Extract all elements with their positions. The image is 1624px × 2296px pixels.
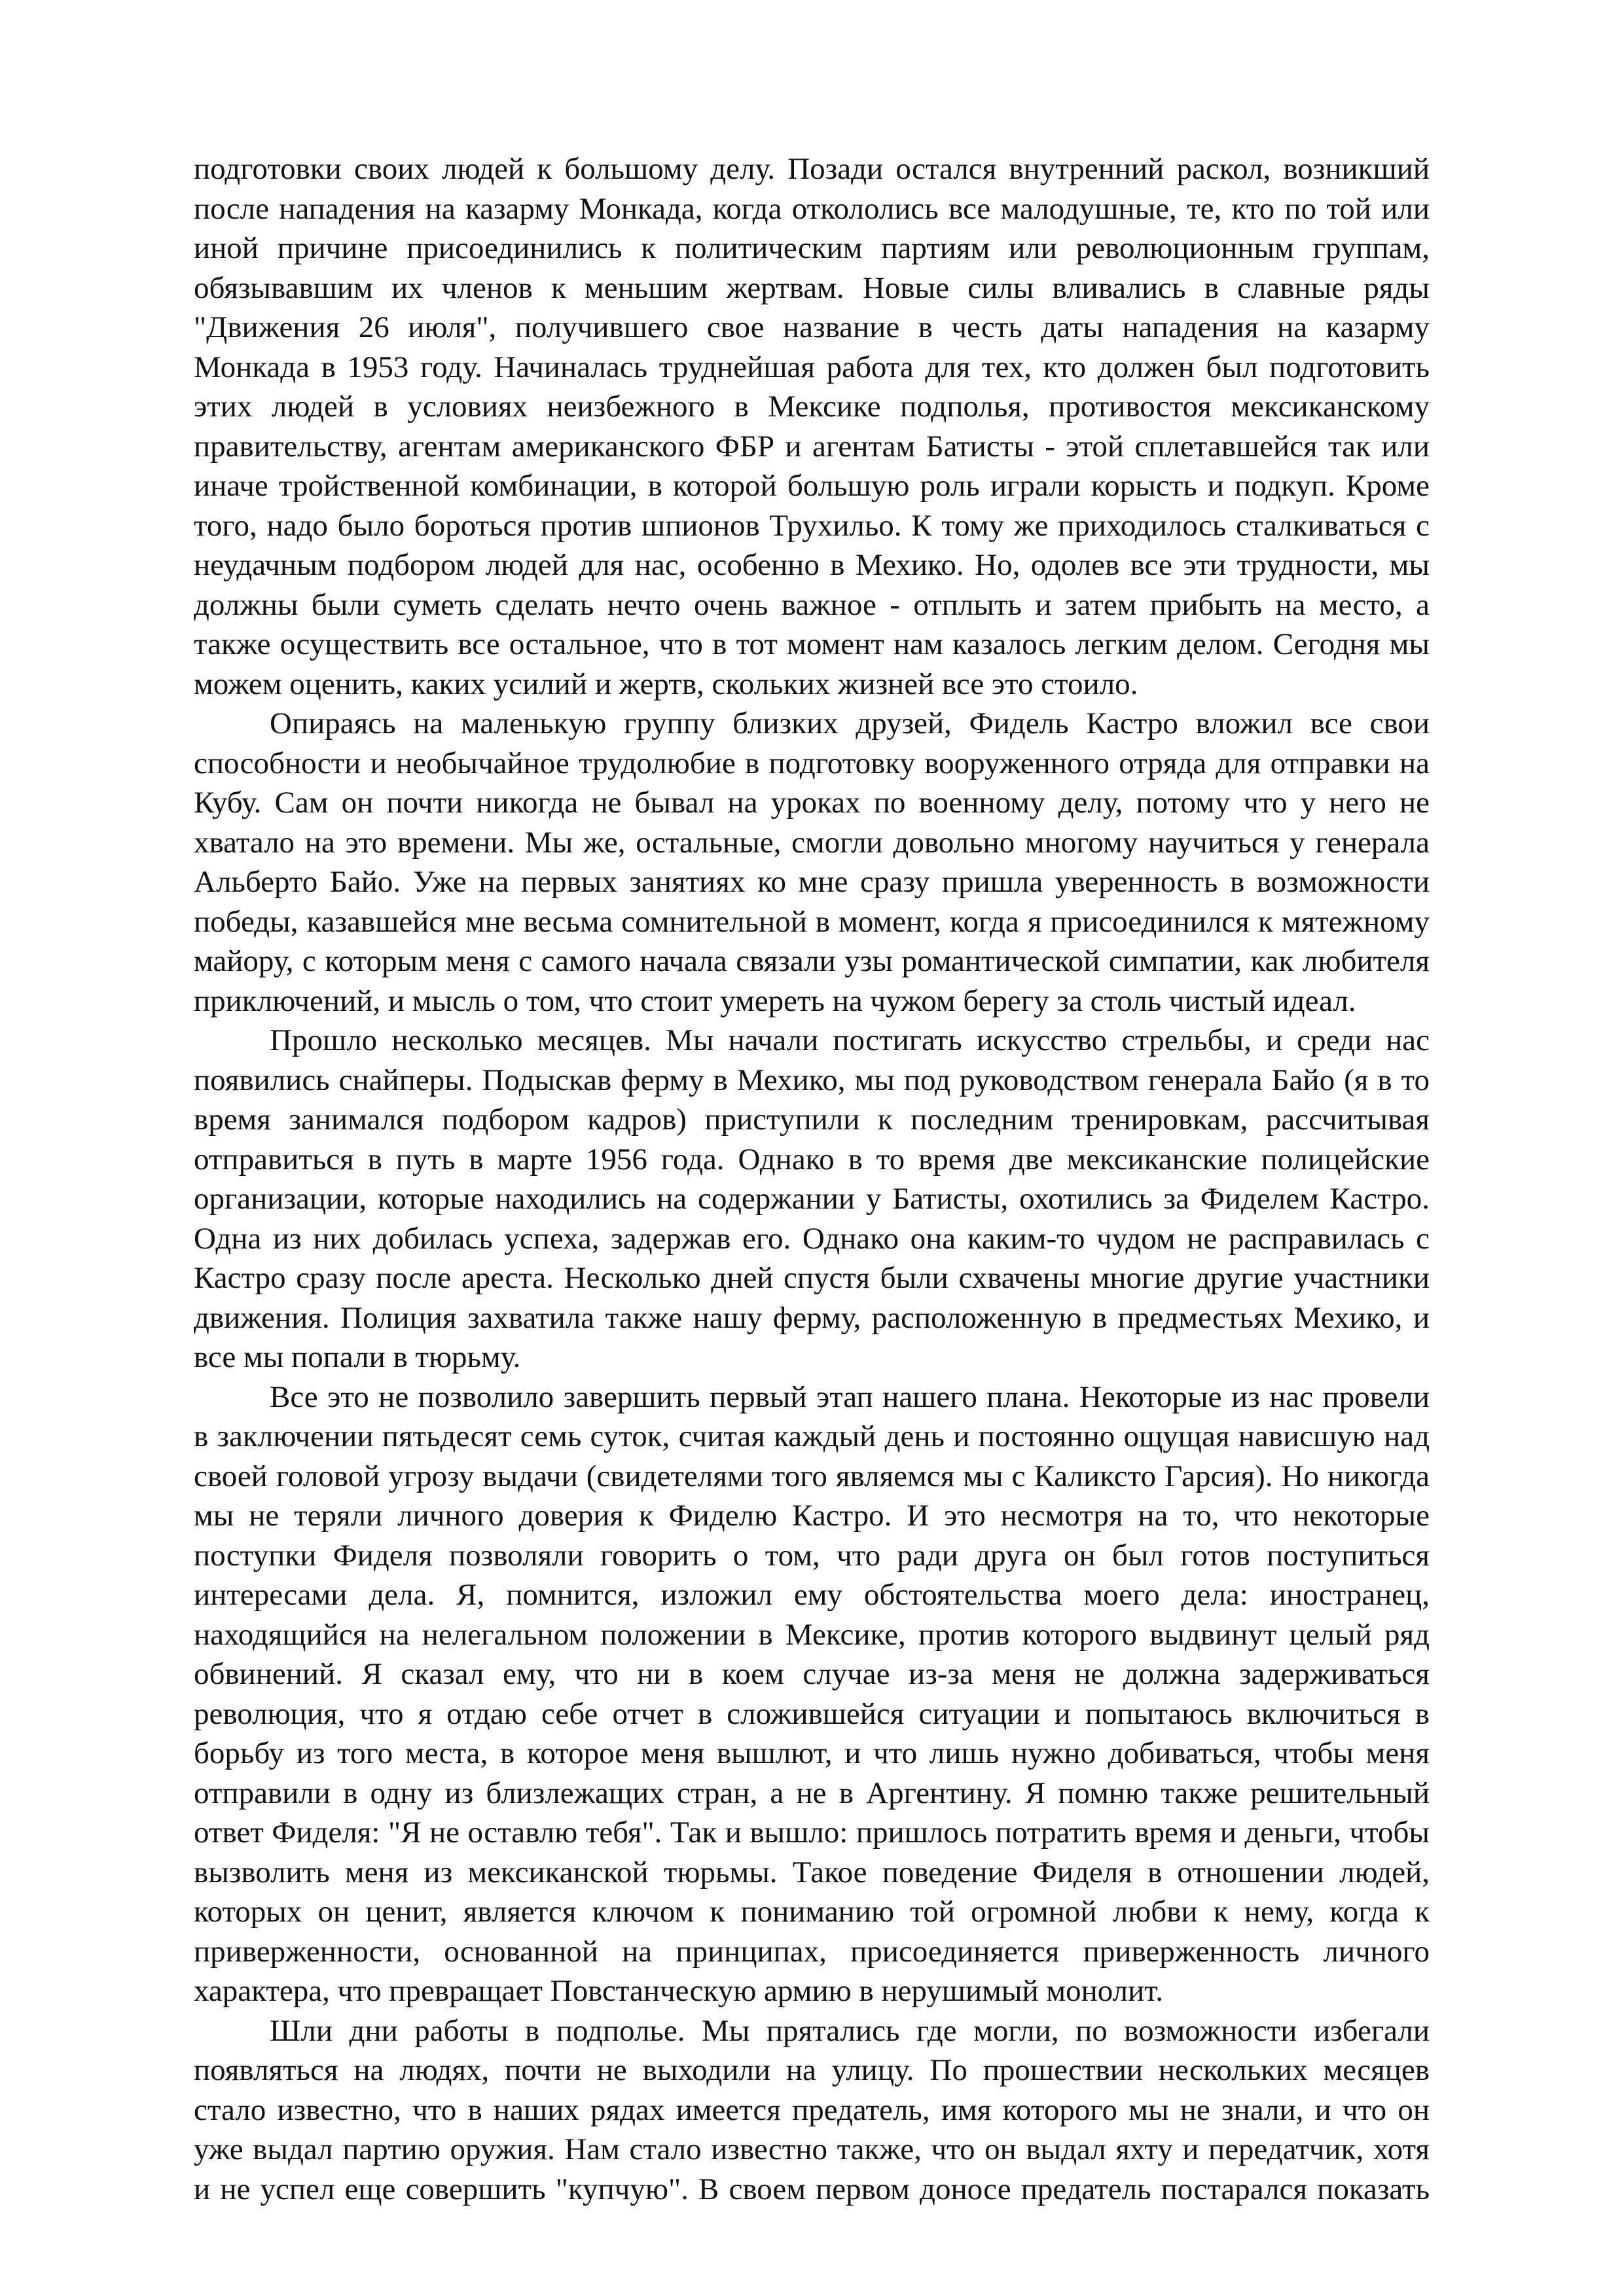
text-line: отправили в одну из близлежащих стран, а не в Аргентину. Я помню также решительный (194, 1776, 1430, 1810)
paragraph (194, 704, 1430, 1021)
text-line: иной причине присоединились к политическим партиям или революционным группам, (194, 231, 1430, 265)
text-line: появляться на людях, почти не выходили на улицу. По прошествии нескольких месяцев (194, 2053, 1430, 2087)
text-line: правительству, агентам американского ФБР и агентам Батисты - этой сплетавшейся так или (194, 429, 1430, 464)
text-line: должны были суметь сделать нечто очень важное - отплыть и затем прибыть на место, а (194, 587, 1430, 622)
text-line: Одна из них добилась успеха, задержав его. Однако она каким-то чудом не расправилась с (194, 1221, 1430, 1256)
text-line: организации, которые находились на содержании у Батисты, охотились за Фиделем Кастро. (194, 1182, 1430, 1216)
paragraph (194, 1021, 1430, 1377)
text-line: отправиться в путь в марте 1956 года. Однако в то время две мексиканские полицейские (194, 1142, 1430, 1176)
text-line: которых он ценит, является ключом к пониманию той огромной любви к нему, когда к (194, 1895, 1430, 1929)
text-line: того, надо было бороться против шпионов Трухильо. К тому же приходилось сталкиваться с (194, 508, 1430, 543)
text-line: движения. Полиция захватила также нашу ферму, расположенную в предместьях Мехико, и (194, 1300, 1430, 1335)
text-line: стало известно, что в наших рядах имеется предатель, имя которого мы не знали, и что он (194, 2092, 1430, 2127)
text-line: Прошло несколько месяцев. Мы начали постигать искусство стрельбы, и среди нас (270, 1023, 1430, 1057)
text-line: победы, казавшейся мне весьма сомнительной в момент, когда я присоединился к мятежному (194, 904, 1430, 939)
text-line: своей головой угрозу выдачи (свидетелями того являемся мы с Каликсто Гарсия). Но никогда (194, 1459, 1430, 1493)
text-line: борьбу из того места, в которое меня вышлют, и что лишь нужно добиваться, чтобы меня (194, 1736, 1430, 1770)
text-line: в заключении пятьдесят семь суток, считая каждый день и постоянно ощущая нависшую над (194, 1419, 1430, 1453)
paragraph (194, 2011, 1430, 2210)
text-line: уже выдал партию оружия. Нам стало известно также, что он выдал яхту и передатчик, хотя (194, 2132, 1430, 2166)
text-line: Шли дни работы в подполье. Мы прятались где могли, по возможности избегали (270, 2013, 1430, 2048)
text-line: приключений, и мысль о том, что стоит умереть на чужом берегу за столь чистый идеал. (194, 983, 1356, 1018)
text-line: все мы попали в тюрьму. (194, 1340, 521, 1374)
text-line: после нападения на казарму Монкада, когда откололись все малодушные, те, кто по той или (194, 191, 1430, 226)
text-line: поступки Фиделя позволяли говорить о том, что ради друга он был готов поступиться (194, 1538, 1430, 1573)
text-line: майору, с которым меня с самого начала связали узы романтической симпатии, как любителя (194, 944, 1430, 978)
text-line: Все это не позволило завершить первый этап нашего плана. Некоторые из нас провели (270, 1379, 1430, 1414)
text-line: обязывавшим их членов к меньшим жертвам. Новые силы вливались в славные ряды (194, 270, 1430, 305)
text-line: подготовки своих людей к большому делу. Позади остался внутренний раскол, возникший (194, 152, 1430, 186)
text-line: приверженности, основанной на принципах, присоединяется приверженность личного (194, 1934, 1430, 1969)
text-line: можем оценить, каких усилий и жертв, скольких жизней все это стоило. (194, 666, 1138, 701)
text-line: появились снайперы. Подыскав ферму в Мехико, мы под руководством генерала Байо (я в то (194, 1063, 1430, 1097)
text-line: хватало на это времени. Мы же, остальные, смогли довольно многому научиться у генерала (194, 825, 1430, 860)
text-line: время занимался подбором кадров) приступили к последним тренировкам, рассчитывая (194, 1102, 1430, 1137)
text-line: вызволить меня из мексиканской тюрьмы. Такое поведение Фиделя в отношении людей, (194, 1855, 1430, 1889)
text-line: характера, что превращает Повстанческую армию в нерушимый монолит. (194, 1974, 1164, 2008)
paragraph (194, 1377, 1430, 2011)
text-line: этих людей в условиях неизбежного в Мексике подполья, противостоя мексиканскому (194, 390, 1430, 424)
text-line: способности и необычайное трудолюбие в подготовку вооруженного отряда для отправки на (194, 746, 1430, 780)
text-line: Кубу. Сам он почти никогда не бывал на уроках по военному делу, потому что у него не (194, 786, 1430, 820)
text-line: обвинений. Я сказал ему, что ни в коем случае из-за меня не должна задерживаться (194, 1657, 1430, 1691)
text-line: Опираясь на маленькую группу близких друзей, Фидель Кастро вложил все свои (270, 706, 1430, 740)
text-line: Альберто Байо. Уже на первых занятиях ко мне сразу пришла уверенность в возможности (194, 865, 1430, 899)
text-line: интересами дела. Я, помнится, изложил ему обстоятельства моего дела: иностранец, (194, 1578, 1430, 1612)
text-line: иначе тройственной комбинации, в которой большую роль играли корысть и подкуп. Кроме (194, 469, 1430, 503)
text-line: неудачным подбором людей для нас, особенно в Мехико. Но, одолев все эти трудности, мы (194, 548, 1430, 582)
text-line: Кастро сразу после ареста. Несколько дней спустя были схвачены многие другие участники (194, 1261, 1430, 1295)
text-line: мы не теряли личного доверия к Фиделю Кастро. И это несмотря на то, что некоторые (194, 1499, 1430, 1533)
body-text (194, 149, 1430, 2209)
text-line: революция, что я отдаю себе отчет в сложившейся ситуации и попытаюсь включиться в (194, 1696, 1430, 1731)
text-line: находящийся на нелегальном положении в Мексике, против которого выдвинут целый ряд (194, 1617, 1430, 1652)
text-line: ответ Фиделя: "Я не оставлю тебя". Так и вышло: пришлось потратить время и деньги, чтобы (194, 1815, 1430, 1850)
text-line: "Движения 26 июля", получившего свое название в честь даты нападения на казарму (194, 310, 1430, 344)
text-line: и не успел еще совершить "купчую". В своем первом доносе предатель постарался показать (194, 2172, 1430, 2206)
text-line: Монкада в 1953 году. Начиналась труднейшая работа для тех, кто должен был подготовить (194, 350, 1430, 384)
text-line: также осуществить все остальное, что в тот момент нам казалось легким делом. Сегодня мы (194, 627, 1430, 661)
paragraph (194, 149, 1430, 704)
